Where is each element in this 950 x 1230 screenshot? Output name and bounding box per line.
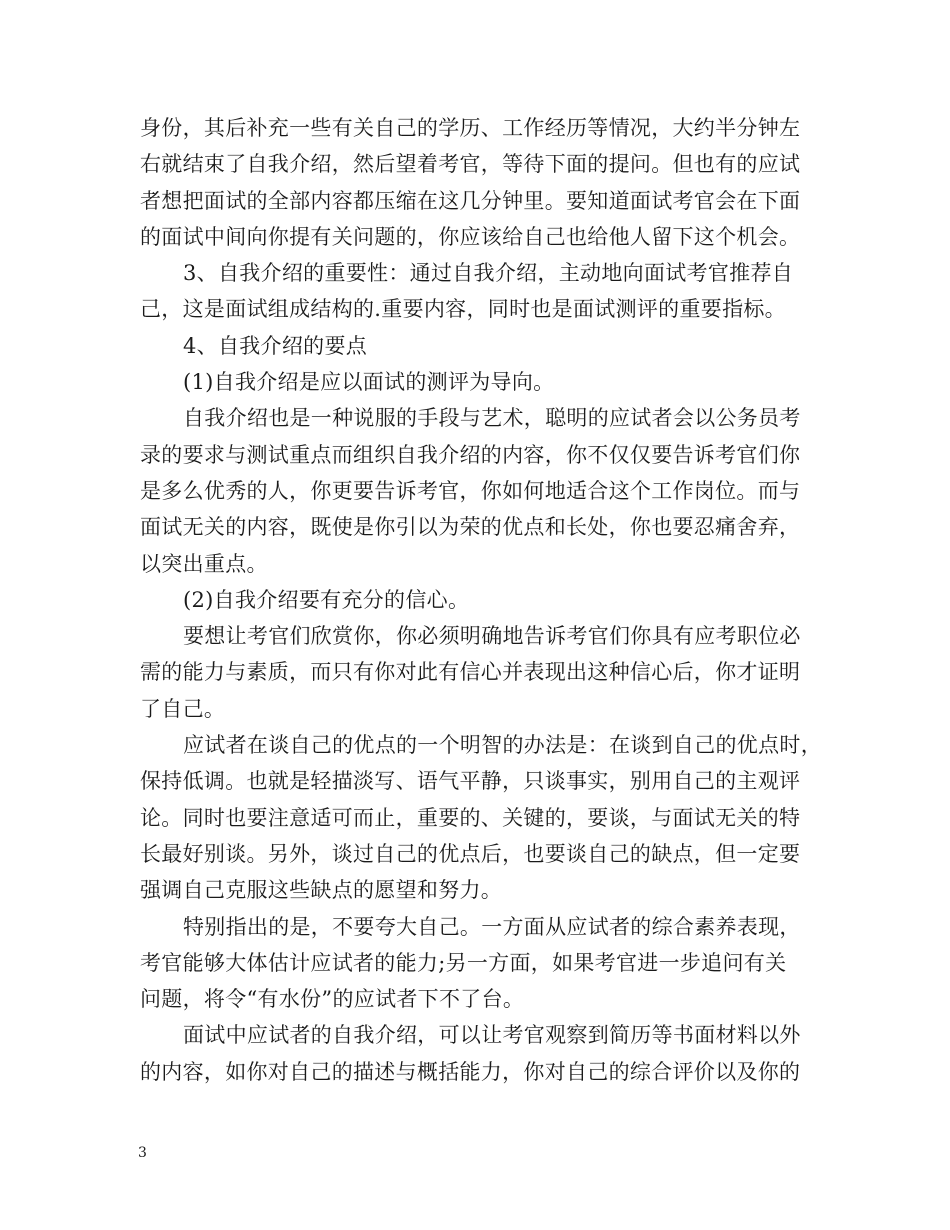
text-line: 录的要求与测试重点而组织自我介绍的内容，你不仅仅要告诉考官们你 [140, 442, 801, 467]
text-line: 身份，其后补充一些有关自己的学历、工作经历等情况，大约半分钟左 [140, 116, 801, 140]
text-line: 强调自己克服这些缺点的愿望和努力。 [140, 878, 503, 903]
text-line: 论。同时也要注意适可而止，重要的、关键的，要谈，与面试无关的特 [140, 805, 801, 830]
text-line: 是多么优秀的人，你更要告诉考官，你如何地适合这个工作岗位。而与 [140, 478, 801, 503]
text-line: 考官能够大体估计应试者的能力;另一方面，如果考官进一步追问有关 [140, 950, 787, 975]
text-line: 问题，将令“有水份”的应试者下不了台。 [140, 987, 525, 1012]
text-line: 者想把面试的全部内容都压缩在这几分钟里。要知道面试考官会在下面 [140, 188, 801, 213]
text-line: (1)自我介绍是应以面试的测评为导向。 [183, 370, 555, 395]
text-line: 自我介绍也是一种说服的手段与艺术，聪明的应试者会以公务员考 [183, 406, 801, 431]
text-line: 4、自我介绍的要点 [183, 333, 368, 358]
text-line: 特别指出的是，不要夸大自己。一方面从应试者的综合素养表现， [183, 914, 801, 939]
body-text [140, 110, 832, 1090]
text-line: 面试中应试者的自我介绍，可以让考官观察到简历等书面材料以外 [183, 1023, 801, 1048]
text-line: 3、自我介绍的重要性：通过自我介绍，主动地向面试考官推荐自 [183, 261, 794, 286]
text-line: (2)自我介绍要有充分的信心。 [183, 587, 470, 612]
text-line: 的面试中间向你提有关问题的，你应该给自己也给他人留下这个机会。 [140, 224, 801, 249]
text-line: 的内容，如你对自己的描述与概括能力，你对自己的综合评价以及你的 [140, 1059, 801, 1084]
text-line: 应试者在谈自己的优点的一个明智的办法是：在谈到自己的优点时， [183, 733, 822, 758]
text-line: 右就结束了自我介绍，然后望着考官，等待下面的提问。但也有的应试 [140, 152, 801, 177]
text-line: 需的能力与素质，而只有你对此有信心并表现出这种信心后，你才证明 [140, 660, 801, 685]
text-line: 面试无关的内容，既使是你引以为荣的优点和长处，你也要忍痛舍弃， [140, 515, 801, 540]
text-line: 要想让考官们欣赏你，你必须明确地告诉考官们你具有应考职位必 [183, 624, 801, 649]
text-line: 以突出重点。 [140, 551, 268, 576]
text-line: 保持低调。也就是轻描淡写、语气平静，只谈事实，别用自己的主观评 [140, 769, 801, 794]
text-line: 长最好别谈。另外，谈过自己的优点后，也要谈自己的缺点，但一定要 [140, 841, 801, 866]
page-number: 3 [138, 1145, 147, 1161]
text-line: 了自己。 [140, 696, 226, 721]
text-line: 己，这是面试组成结构的.重要内容，同时也是面试测评的重要指标。 [140, 297, 786, 322]
